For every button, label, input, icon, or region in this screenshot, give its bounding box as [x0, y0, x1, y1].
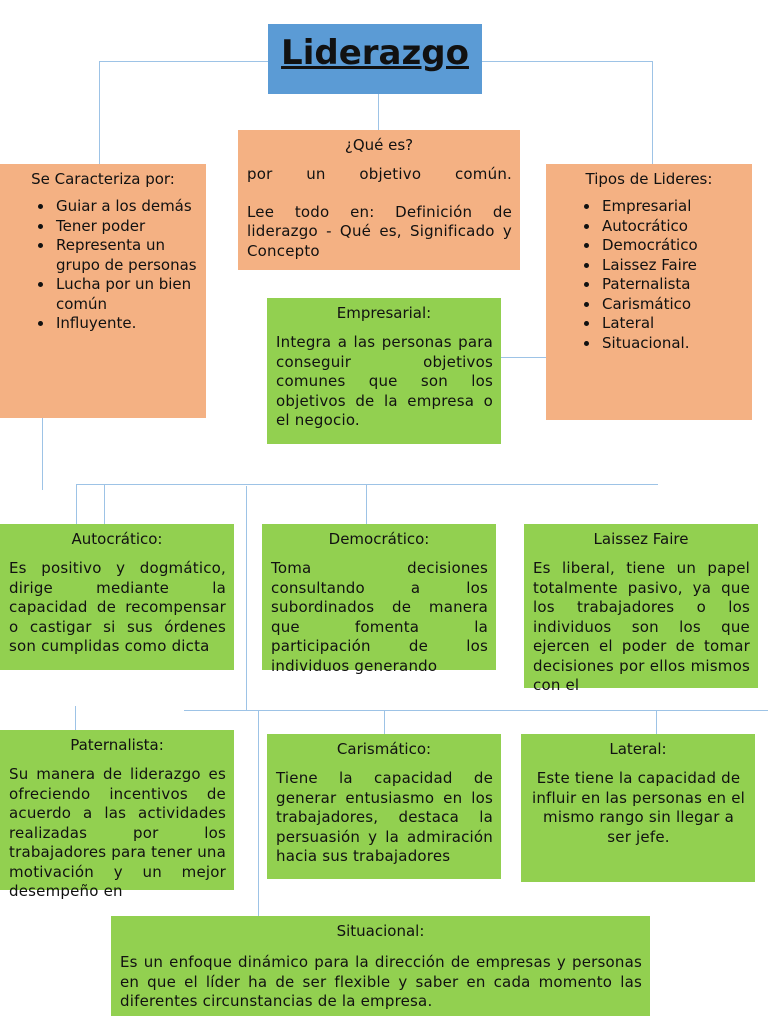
caracteriza-list	[0, 197, 206, 334]
list-item: • Lateral	[600, 314, 752, 334]
situacional-text: Es un enfoque dinámico para la dirección de empresas y personas en que el líder ha de ser flexible y saber en cada momento las diferentes circunstancias de la empresa.	[120, 953, 642, 1010]
tipos-heading: Tipos de Lideres:	[585, 170, 713, 188]
que-es-line1: por un objetivo común.	[247, 165, 512, 183]
connector-line	[75, 706, 76, 730]
connector-line	[76, 484, 77, 524]
list-item: • Representa un grupo de personas	[54, 236, 206, 275]
list-item: • Tener poder	[54, 217, 206, 237]
que-es-box	[238, 130, 520, 270]
tipos-box	[546, 164, 752, 420]
paternalista-heading: Paternalista:	[70, 736, 164, 754]
democratico-heading: Democrático:	[328, 530, 430, 548]
page-title: Liderazgo	[281, 33, 469, 73]
autocratico-box	[0, 524, 234, 670]
list-item: • Influyente.	[54, 314, 206, 334]
connector-line	[246, 486, 247, 710]
democratico-box	[262, 524, 496, 675]
situacional-heading: Situacional:	[336, 922, 425, 940]
empresarial-box	[267, 298, 501, 444]
connector-line	[99, 61, 100, 165]
laissez-heading: Laissez Faire	[593, 530, 689, 548]
connector-line	[99, 61, 269, 62]
connector-line	[384, 710, 385, 734]
tipos-list	[546, 197, 752, 353]
que-es-heading: ¿Qué es?	[344, 136, 414, 154]
laissez-box	[524, 524, 758, 694]
lateral-box	[521, 734, 755, 882]
list-item: • Lucha por un bien común	[54, 275, 206, 314]
list-item: • Empresarial	[600, 197, 752, 217]
empresarial-text: Integra a las personas para conseguir objetivos comunes que son los objetivos de la empresa o el negocio.	[276, 333, 493, 429]
caracteriza-heading: Se Caracteriza por:	[31, 170, 175, 188]
connector-line	[652, 61, 653, 165]
connector-line	[184, 710, 768, 711]
paternalista-text: Su manera de liderazgo es ofreciendo incentivos de acuerdo a las actividades realizadas por los trabajadores para tener una motivación y un mejor desempeño en	[9, 765, 226, 900]
laissez-text: Es liberal, tiene un papel totalmente pasivo, ya que los trabajadores o los individuos son los que ejercen el poder de tomar decisiones por ellos mismos con el	[533, 559, 750, 694]
list-item: • Democrático	[600, 236, 752, 256]
list-item: • Carismático	[600, 295, 752, 315]
autocratico-heading: Autocrático:	[71, 530, 163, 548]
connector-line	[366, 484, 367, 524]
list-item: • Guiar a los demás	[54, 197, 206, 217]
connector-line	[378, 94, 379, 130]
carismatico-box	[267, 734, 501, 879]
connector-line	[656, 710, 657, 734]
list-item: • Paternalista	[600, 275, 752, 295]
list-item: • Autocrático	[600, 217, 752, 237]
democratico-text: Toma decisiones consultando a los subordinados de manera que fomenta la participación de los individuos generando	[271, 559, 488, 675]
que-es-line2: Lee todo en: Definición de liderazgo - Qué es, Significado y Concepto	[247, 202, 512, 260]
connector-line	[42, 418, 43, 490]
connector-line	[258, 710, 259, 928]
connector-line	[104, 484, 105, 524]
empresarial-heading: Empresarial:	[336, 304, 432, 322]
paternalista-box	[0, 730, 234, 900]
autocratico-text: Es positivo y dogmático, dirige mediante la capacidad de recompensar o castigar si sus órdenes son cumplidas como dicta	[9, 559, 226, 655]
lateral-heading: Lateral:	[609, 740, 667, 758]
carismatico-text: Tiene la capacidad de generar entusiasmo en los trabajadores, destaca la persuasión y la admiración hacia sus trabajadores	[276, 769, 493, 865]
connector-line	[481, 61, 653, 62]
lateral-text: Este tiene la capacidad de influir en las personas en el mismo rango sin llegar a ser jefe.	[531, 769, 746, 846]
carismatico-heading: Carismático:	[336, 740, 432, 758]
connector-line	[76, 484, 658, 485]
title-box	[268, 24, 482, 94]
list-item: • Laissez Faire	[600, 256, 752, 276]
list-item: • Situacional.	[600, 334, 752, 354]
caracteriza-box	[0, 164, 206, 418]
situacional-box	[111, 916, 650, 1016]
